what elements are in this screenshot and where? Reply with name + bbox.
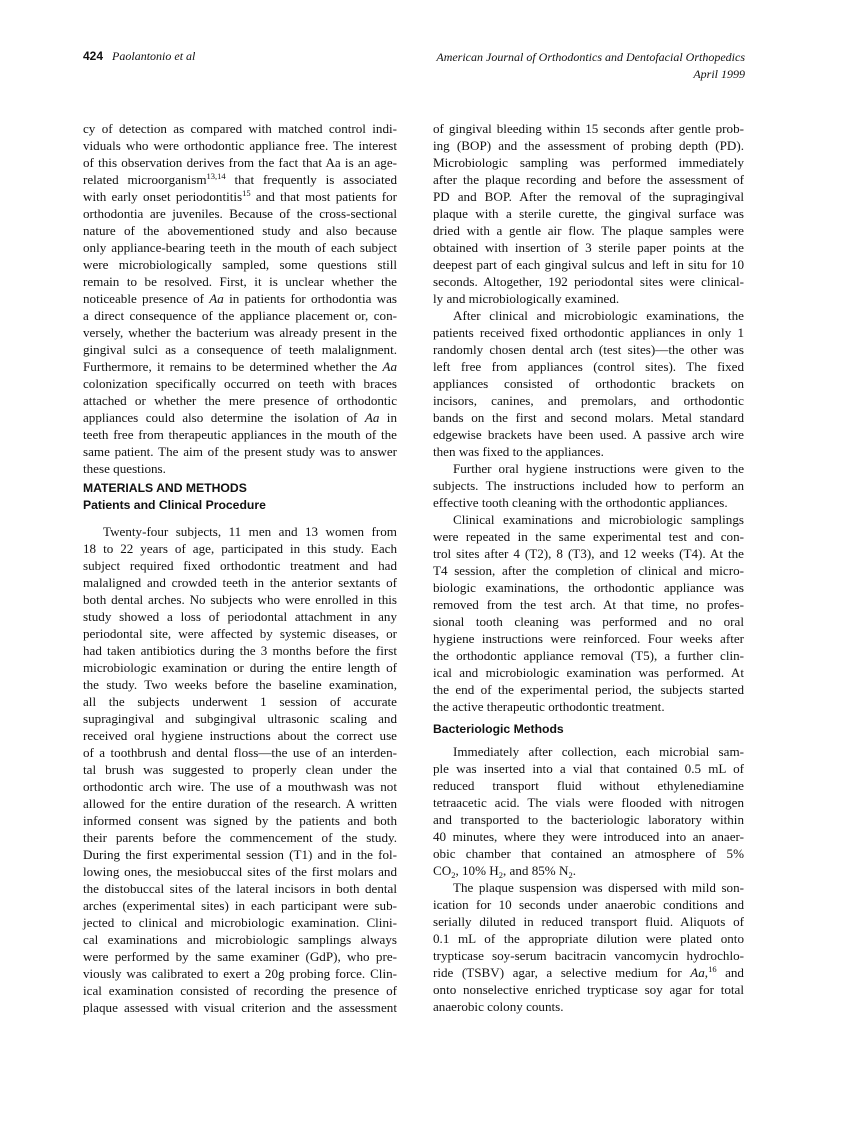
text-line: trypticase soy-serum bacitracin vancomycin hydrochlo- [433,948,744,963]
text-line: were repeated in the same experimental test and con- [433,529,744,544]
text-line: seconds. Altogether, 192 periodontal sites were clinical- [433,274,744,289]
text-line: lowing ones, the mesiobuccal sites of the first molars and [83,864,397,879]
paragraph-appliances [433,307,744,460]
text-line: serially diluted in reduced transport fluid. Aliquots of [433,914,744,929]
text-line: Clinical examinations and microbiologic samplings [453,512,744,527]
text-line: after the plaque recording and before the assessment of [433,172,744,187]
text-line: only appliance-bearing teeth in the mouth of each subject [83,240,397,255]
text-line: After clinical and microbiologic examinations, the [453,308,744,323]
text-line: periodontal site, were affected by systemic diseases, or [83,626,397,641]
text-line: gingival sulci as a consequence of teeth malalignment. [83,342,397,357]
text-line: ple was inserted into a vial that contained 0.5 mL of [433,761,744,776]
species-name: Aa [364,410,380,425]
text-line: tetraacetic acid. The vials were flooded with nitrogen [433,795,744,810]
citation-ref[interactable]: 13,14 [206,171,226,181]
journal-title: American Journal of Orthodontics and Dentofacial Orthopedics [436,50,745,64]
text-line: viduals who were orthodontic appliance free. The interest [83,138,397,153]
text-line: noticeable presence of Aa in patients for orthodontia was [83,291,398,306]
text-line: and transported to the bacteriologic laboratory within [433,812,744,827]
paragraph-hygiene [433,460,744,511]
subsection-heading: Bacteriologic Methods [433,722,564,736]
text-line: subjects. The instructions included how to perform an [433,478,744,493]
text-line: Further oral hygiene instructions were given to the [453,461,744,476]
text-line: subject required fixed orthodontic treatment and had [83,558,397,573]
text-line: ride (TSBV) agar, a selective medium for Aa,$^{16}$ and [433,964,744,980]
text-line: the distobuccal sites of the lateral incisors in both dental [83,881,397,896]
text-line: Microbiologic sampling was performed immediately [433,155,744,170]
text-line: versely, whether the bacterium was already present in the [83,325,397,340]
text-line: $CO_2$, 10% $H_2$, and 85% $N_2$. [433,863,576,880]
text-line: of gingival bleeding within 15 seconds after gentle prob- [433,121,744,136]
text-line: orthodontic arch wire. The use of a mouthwash was not [83,779,397,794]
text-line: edgewise brackets have been used. A passive arch wire [433,427,744,442]
text-line: cal examinations and microbiologic samplings always [83,932,397,947]
text-line: study showed a loss of periodontal attachment in any [83,609,397,624]
text-line: malaligned and crowded teeth in the anterior sextants of [83,575,397,590]
text-line: trol sites after 4 (T2), 8 (T3), and 12 weeks (T4). At the [433,546,744,561]
text-line: with early onset periodontitis$^{15}$ and that most patients for [83,188,397,204]
methods-paragraph [83,523,397,1016]
species-name: Aa [209,291,224,306]
text-line: onto nonselective enriched trypticase soy agar for total [433,982,744,997]
text-line: sional tooth cleaning was performed and no oral [433,614,744,629]
text-line: obic chamber that contained an atmosphere of 5% [433,846,744,861]
text-line: plaque with a sterile curette, the gingival surface was [433,206,744,221]
text-line: jected to clinical and microbiologic examination. Clini- [83,915,397,930]
text-line: PD and BOP. After the removal of the supragingival [433,189,744,204]
text-line: were microbiologically sampled, some questions still [83,257,397,272]
text-line: patients received fixed orthodontic appliances in only 1 [433,325,744,340]
text-line: of this observation derives from the fact that Aa is an age- [83,155,397,170]
text-line: removed from the test arch. At that time, no profes- [433,597,744,612]
text-line: deepest part of each gingival sulcus and left in situ for 10 [433,257,744,272]
running-authors: Paolantonio et al [112,49,196,63]
section-heading: MATERIALS AND METHODS [83,481,247,495]
text-line: both dental arches. No subjects who were enrolled in this [83,592,397,607]
text-line: hygiene instructions were reinforced. Four weeks after [433,631,744,646]
text-line: the active therapeutic orthodontic treatment. [433,699,665,714]
subsection-heading: Patients and Clinical Procedure [83,498,266,512]
citation-ref[interactable]: 15 [242,188,251,198]
text-line: bands on the first and second molars. Metal standard [433,410,744,425]
paragraph-collection [433,743,744,879]
text-line: incisors, canines, and premolars, and orthodontic [433,393,744,408]
running-header-right [436,49,745,83]
text-line: cy of detection as compared with matched control indi- [83,121,397,136]
text-line: the study. Two weeks before the baseline examination, [83,677,397,692]
text-line: plaque assessed with visual criterion and the assessment [83,1000,397,1015]
text-line: tal brush was suggested to properly clean under the [83,762,397,777]
text-line: remain to be resolved. First, it is unclear whether the [83,274,397,289]
text-line: viously was calibrated to exert a 20g probing force. Clin- [83,966,397,981]
text-line: T4 session, after the completion of clinical and micro- [433,563,744,578]
intro-paragraph [83,120,397,477]
text-line: their parents before the commencement of the study. [83,830,397,845]
text-line: anaerobic colony counts. [433,999,564,1014]
text-line: appliances consisted of orthodontic brackets on [433,376,744,391]
text-line: supragingival and subgingival ultrasonic scaling and [83,711,397,726]
text-line: received oral hygiene instructions about the correct use [83,728,397,743]
text-line: 18 to 22 years of age, participated in this study. Each [83,541,397,556]
text-line: all the subjects underwent 1 session of accurate [83,694,397,709]
text-line: ical and microbiologic examination was performed. At [433,665,744,680]
text-line: Twenty-four subjects, 11 men and 13 women from [103,524,397,539]
text-line: arches (experimental sites) in each participant were sub- [83,898,397,913]
paragraph-repeated-exams [433,511,744,715]
text-line: same patient. The aim of the present study was to answer [83,444,397,459]
text-line: then was fixed to the appliances. [433,444,604,459]
species-name: Aa [690,965,705,980]
text-line: of a toothbrush and dental floss—the use of an interden- [83,745,397,760]
species-name: Aa [382,359,397,374]
running-header-left [83,49,195,64]
text-line: Immediately after collection, each microbial sam- [453,744,744,759]
right-column [433,120,744,1015]
left-column [83,120,397,1016]
issue-date: April 1999 [693,67,745,81]
text-line: allowed for the entire duration of the research. A written [83,796,397,811]
text-line: Furthermore, it remains to be determined whether the Aa [83,359,397,374]
text-line: attached or whether the mere presence of orthodontic [83,393,397,408]
text-line: these questions. [83,461,166,476]
text-line: reduced transport fluid without ethylenediamine [433,778,744,793]
text-line: the end of the experimental period, the subjects started [433,682,744,697]
text-line: a direct consequence of the appliance placement or, con- [83,308,397,323]
text-line: informed consent was signed by the patients and both [83,813,397,828]
text-line: microbiologic examination or during the entire length of [83,660,397,675]
text-line: related microorganism$^{13,14}$ that frequently is associated [83,171,397,187]
text-line: left free from appliances (control sites). The fixed [433,359,744,374]
text-line: ical examination consisted of recording the presence of [83,983,397,998]
text-line: the orthodontic appliance removal (T5), a further clin- [433,648,744,663]
text-line: The plaque suspension was dispersed with mild son- [453,880,744,895]
text-line: dried with a gentle air flow. The plaque samples were [433,223,744,238]
text-line: ly and microbiologically examined. [433,291,620,306]
text-line: obtained with insertion of 3 sterile paper points at the [433,240,744,255]
text-line: had taken antibiotics during the 3 months before the first [83,643,397,658]
text-line: colonization specifically occurred on teeth with braces [83,376,397,391]
text-line: effective tooth cleaning with the orthodontic appliances. [433,495,728,510]
text-line: biologic examinations, the orthodontic appliance was [433,580,744,595]
page-number: 424 [83,49,104,63]
text-line: ication for 10 seconds under anaerobic conditions and [433,897,744,912]
paragraph-sampling [433,120,744,307]
paragraph-plating [433,879,744,1015]
text-line: orthodontia are juveniles. Because of the cross-sectional [83,206,397,221]
text-line: appliances could also determine the isolation of Aa in [83,410,397,425]
text-line: ing (BOP) and the assessment of probing depth (PD). [433,138,744,153]
text-line: nature of the abovementioned study and also because [83,223,397,238]
text-line: were performed by the same examiner (GdP), who pre- [83,949,397,964]
text-line: randomly chosen dental arch (test sites)—the other was [433,342,744,357]
text-line: 40 minutes, where they were introduced into an anaer- [433,829,744,844]
text-line: 0.1 mL of the appropriate dilution were plated onto [433,931,744,946]
text-line: teeth free from therapeutic appliances in the mouth of the [83,427,397,442]
text-line: During the first experimental session (T1) and in the fol- [83,847,397,862]
citation-ref[interactable]: 16 [708,964,717,974]
